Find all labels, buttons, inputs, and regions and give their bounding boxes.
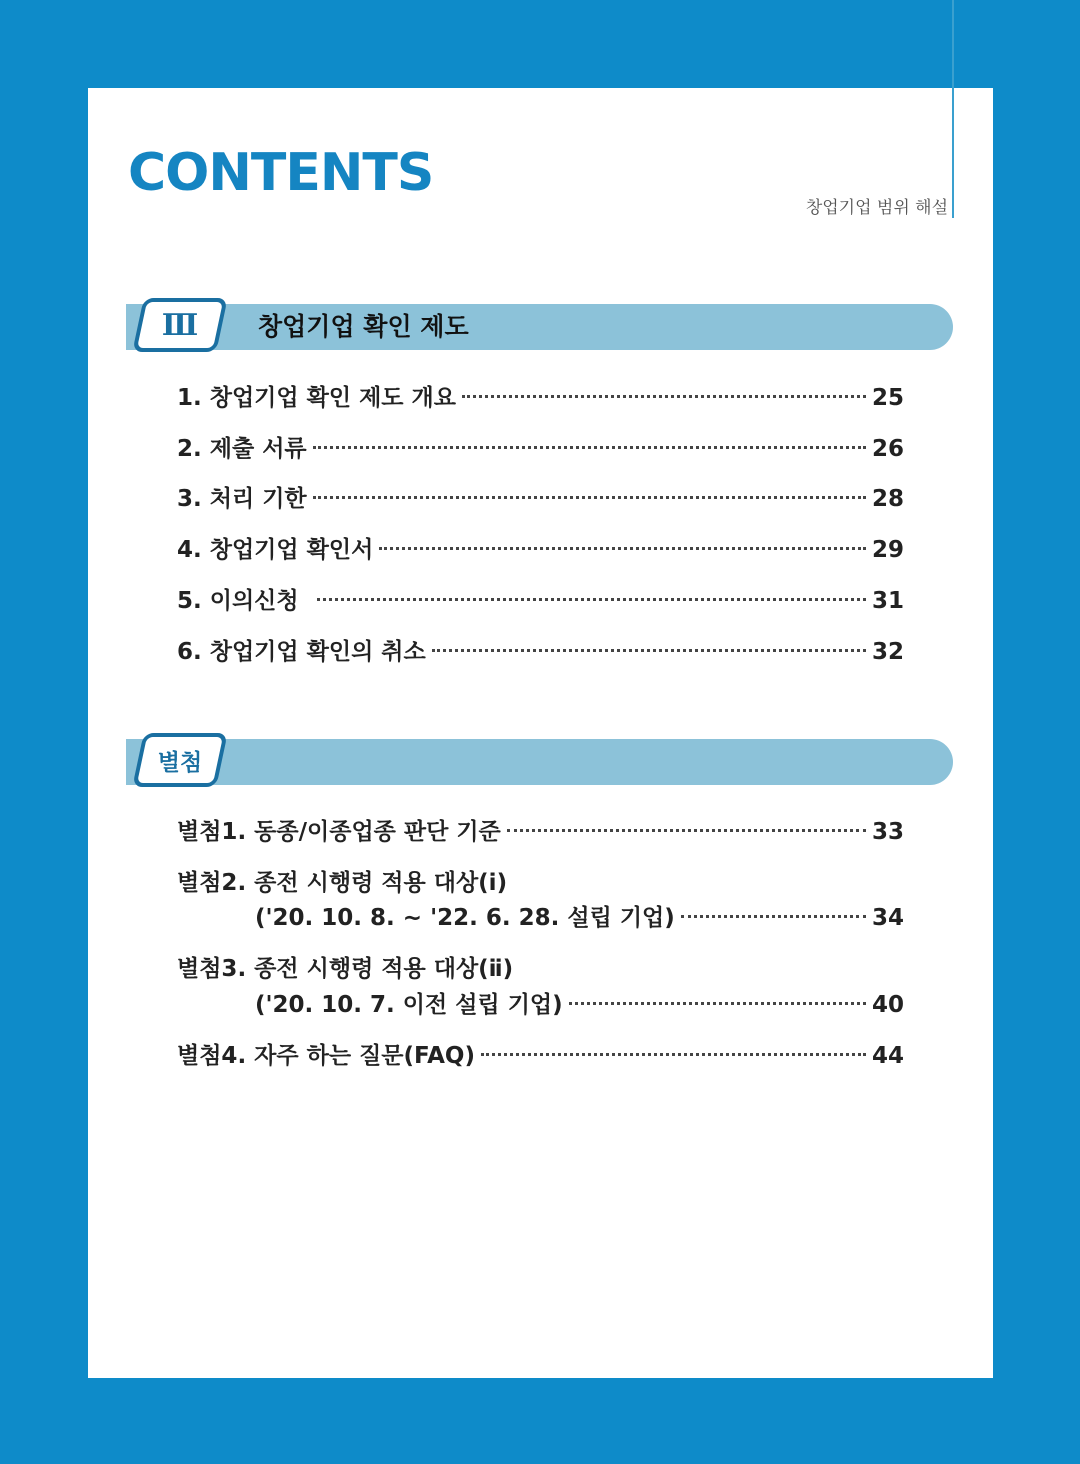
dot-leader [569, 1002, 866, 1005]
toc-item[interactable] [177, 382, 904, 414]
dot-leader [507, 829, 866, 832]
toc-item-label: 1. 창업기업 확인 제도 개요 [177, 385, 456, 411]
dot-leader [313, 446, 866, 449]
toc-item[interactable] [177, 1040, 904, 1072]
section-3-bar [126, 304, 953, 350]
dot-leader [317, 598, 866, 601]
appendix-bar [126, 739, 953, 785]
toc-item-label: ('20. 10. 7. 이전 설립 기업) [255, 992, 563, 1018]
toc-item[interactable] [177, 585, 904, 617]
appendix-tab-label: 별첨 [157, 749, 203, 776]
toc-item-label: 6. 창업기업 확인의 취소 [177, 639, 426, 665]
toc-item-title[interactable]: 별첨3. 종전 시행령 적용 대상(ⅱ) [177, 956, 514, 982]
toc-item-label: 3. 처리 기한 [177, 486, 307, 512]
section-3-numeral: Ⅲ [161, 307, 199, 343]
toc-item-label: 별첨4. 자주 하는 질문(FAQ) [177, 1043, 475, 1069]
toc-item[interactable] [177, 816, 904, 848]
dot-leader [481, 1053, 866, 1056]
document-subtitle: 창업기업 범위 해설 [805, 198, 948, 218]
toc-item-page: 26 [871, 436, 904, 462]
toc-item-page: 32 [871, 639, 904, 665]
toc-item-page: 25 [871, 385, 904, 411]
dot-leader [379, 547, 866, 550]
toc-item-page: 40 [871, 992, 904, 1018]
toc-item-page: 28 [871, 486, 904, 512]
toc-item-page: 29 [871, 537, 904, 563]
toc-item-page: 34 [871, 905, 904, 931]
toc-item-label: 별첨1. 동종/이종업종 판단 기준 [177, 819, 501, 845]
dot-leader [681, 915, 866, 918]
dot-leader [432, 649, 866, 652]
toc-item-page: 44 [871, 1043, 904, 1069]
section-3-title: 창업기업 확인 제도 [258, 312, 469, 341]
toc-item-label: 5. 이의신청 [177, 588, 299, 614]
toc-item[interactable] [177, 483, 904, 515]
toc-item-page: 31 [871, 588, 904, 614]
dot-leader [313, 496, 866, 499]
toc-item-label: 4. 창업기업 확인서 [177, 537, 374, 563]
edge-line [952, 0, 954, 218]
toc-item-label: ('20. 10. 8. ~ '22. 6. 28. 설립 기업) [255, 905, 675, 931]
toc-item-label: 2. 제출 서류 [177, 436, 307, 462]
toc-item-title[interactable]: 별첨2. 종전 시행령 적용 대상(ⅰ) [177, 870, 508, 896]
toc-item[interactable] [255, 902, 904, 934]
toc-item[interactable] [177, 433, 904, 465]
toc-item[interactable] [255, 989, 904, 1021]
dot-leader [462, 395, 866, 398]
toc-item[interactable] [177, 534, 904, 566]
page-sheet [88, 88, 993, 1378]
toc-item-page: 33 [871, 819, 904, 845]
contents-title: CONTENTS [128, 143, 434, 203]
toc-item[interactable] [177, 636, 904, 668]
